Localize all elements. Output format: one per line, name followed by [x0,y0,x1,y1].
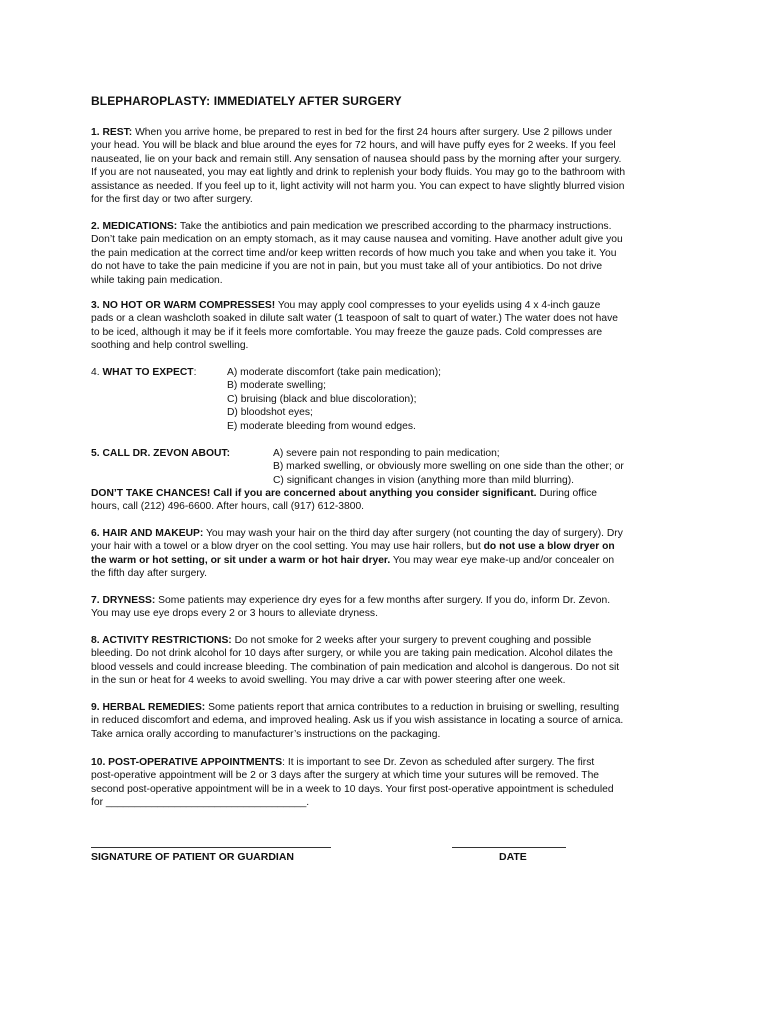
phone-numbers: hours, call (212) 496-6600. After hours, call (917) 612-3800. [91,501,365,513]
date-line [452,847,566,848]
section-label: 6. HAIR AND MAKEUP: [91,528,204,539]
section-dryness: 7. DRYNESS: Some patients may experience dry eyes for a few months after surgery. If you do, inform Dr. Zevon. You may use eye drops every 2 or 3 hours to alleviate dryness. [91,595,611,620]
list-item: A) moderate discomfort (take pain medication); [227,367,442,378]
list-item: B) marked swelling, or obviously more swelling on one side than the other; or [273,461,624,473]
section-label: 10. POST-OPERATIVE APPOINTMENTS [91,757,283,768]
section-medications: 2. MEDICATIONS: Take the antibiotics and pain medication we prescribed according to the pharmacy instructions. Don’t take pain medication on an empty stomach, as it may cause nausea and vomiting. Have another adult give you the pain medication at the correct time and/or keep written records of how much you take and when you take it. You do not have to take the pain medicine if you are not in pain, but you must take all of your antibiotics. Do not drive while taking pain medication. [91,221,623,286]
section-call-doctor [91,447,691,489]
section-label: 7. DRYNESS: [91,595,156,606]
section-rest: 1. REST: When you arrive home, be prepared to rest in bed for the first 24 hours after surgery. Use 2 pillows under your head. You will be black and blue around the eyes for 72 hours, and will have puffy eyes for 2 weeks. If you feel nauseated, lie on your back and remain still. Any sensation of nausea should pass by the morning after your surgery. If you are not nauseated, you may eat lightly and drink to replenish your body fluids. You may go to the bathroom with assistance as needed. If you feel up to it, light activity will not harm you. You can expect to have slightly blurred vision for the first day or two after surgery. [91,127,626,206]
date-label: DATE [499,851,527,863]
section-activity-restrictions: 8. ACTIVITY RESTRICTIONS: Do not smoke for 2 weeks after your surgery to prevent coughing and possible bleeding. Do not drink alcohol for 10 days after surgery, or while you are taking pain medication. Alcohol dilates the blood vessels and could increase bleeding. The combination of pain medication and alcohol is dangerous. Do not sit in the sun or heat for 4 weeks to avoid swelling. You may drive a car with power steering after one week. [91,635,620,687]
section-label: 1. REST: [91,127,133,138]
appointment-blank: for ___________________________________. [91,797,310,809]
section-herbal-remedies: 9. HERBAL REMEDIES: Some patients report that arnica contributes to a reduction in bruising or swelling, resulting in reduced discomfort and edema, and improved healing. Ask us if you wish assistance in locating a source of arnica. Take arnica orally according to manufacturer’s instructions on the packaging. [91,702,624,740]
section-what-to-expect: 4. WHAT TO EXPECT: A) moderate discomfort (take pain medication); B) moderate swelling; C) bruising (black and blue discoloration); D) bloodshot eyes; E) moderate bleeding from wound edges. [91,367,442,432]
section-label: 2. MEDICATIONS: [91,221,178,232]
section-label: 9. HERBAL REMEDIES: [91,702,206,713]
section-hair-makeup: 6. HAIR AND MAKEUP: You may wash your hair on the third day after surgery (not counting the day of surgery). Dry your hair with a towel or a blow dryer on the cool setting. You may use hair rollers, but do not use a blow dryer on the warm or hot setting, or sit under a warm or hot hair dryer. You may wear eye make-up and/or concealer on the fifth day after surgery. [91,528,623,580]
list-item: B) moderate swelling; [227,380,327,392]
signature-label: SIGNATURE OF PATIENT OR GUARDIAN [91,851,294,863]
section-label: 3. NO HOT OR WARM COMPRESSES! [91,300,276,311]
call-warning: DON’T TAKE CHANCES! Call if you are concerned about anything you consider significant. During office hours, call (212) 496-6600. After hours, call (917) 612-3800. [91,487,691,514]
section-postop-appointments: 10. POST-OPERATIVE APPOINTMENTS: It is important to see Dr. Zevon as scheduled after surgery. The first post-operative appointment will be 2 or 3 days after the surgery at which time your sutures will be removed. The second post-operative appointment will be in a week to 10 days. Your first post-operative appointment is scheduled for ___________________________________. [91,756,691,810]
list-item: D) bloodshot eyes; [227,407,313,419]
signature-line [91,847,331,848]
section-compresses: 3. NO HOT OR WARM COMPRESSES! You may apply cool compresses to your eyelids using 4 x 4-inch gauze pads or a clean washcloth soaked in dilute salt water (1 teaspoon of salt to quart of water.) The water does not have to be iced, although it may be if it feels more comfortable. You may freeze the gauze pads. Cold compresses are soothing and help control swelling. [91,300,618,352]
list-item: C) bruising (black and blue discoloration); [227,393,417,405]
page-title: BLEPHAROPLASTY: IMMEDIATELY AFTER SURGERY [91,94,402,108]
section-label: 5. CALL DR. ZEVON ABOUT: [91,448,231,459]
warning-text: DON’T TAKE CHANCES! Call if you are concerned about anything you consider significant. [91,488,537,499]
list-item: E) moderate bleeding from wound edges. [227,420,416,432]
list-item: A) severe pain not responding to pain medication; [273,448,500,459]
section-label: 8. ACTIVITY RESTRICTIONS: [91,635,232,646]
list-item: C) significant changes in vision (anything more than mild blurring). [273,474,575,486]
expect-list [227,366,441,433]
call-list [273,447,624,487]
section-label: WHAT TO EXPECT [102,367,194,378]
